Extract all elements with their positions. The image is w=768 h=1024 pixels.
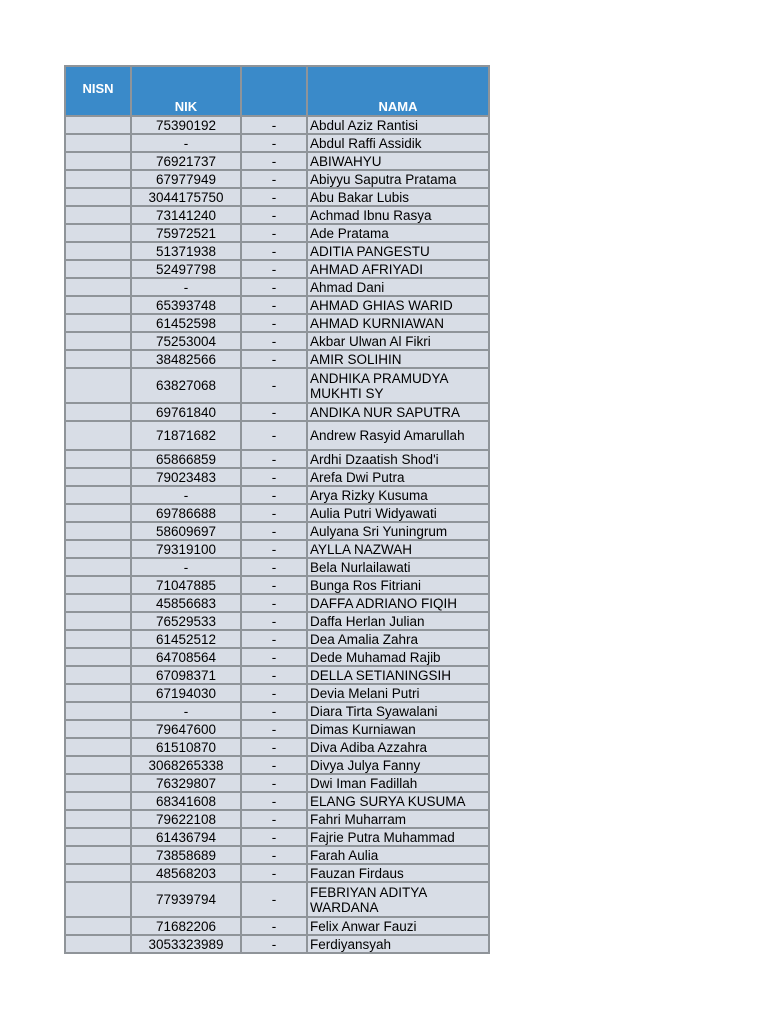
table-row [65, 774, 489, 792]
table-row [65, 666, 489, 684]
cell-nama: Fauzan Firdaus [307, 864, 489, 882]
cell-nisn [65, 576, 131, 594]
table-row [65, 576, 489, 594]
cell-nik: 71047885 [131, 576, 241, 594]
cell-col3: - [241, 774, 307, 792]
table-row [65, 935, 489, 953]
cell-col3: - [241, 630, 307, 648]
cell-nisn [65, 684, 131, 702]
cell-nik: 79647600 [131, 720, 241, 738]
table-row [65, 206, 489, 224]
cell-nisn [65, 152, 131, 170]
table-row [65, 882, 489, 917]
cell-nisn [65, 935, 131, 953]
cell-nik: 52497798 [131, 260, 241, 278]
table-row [65, 350, 489, 368]
table-row [65, 522, 489, 540]
cell-nik: 71871682 [131, 421, 241, 450]
cell-nisn [65, 702, 131, 720]
cell-nama: Abu Bakar Lubis [307, 188, 489, 206]
header-nama: NAMA [307, 66, 489, 116]
cell-nisn [65, 648, 131, 666]
cell-col3: - [241, 684, 307, 702]
cell-col3: - [241, 403, 307, 421]
cell-nama: Diara Tirta Syawalani [307, 702, 489, 720]
cell-col3: - [241, 882, 307, 917]
cell-nik: 63827068 [131, 368, 241, 403]
table-row [65, 756, 489, 774]
cell-nik: - [131, 134, 241, 152]
cell-col3: - [241, 314, 307, 332]
cell-col3: - [241, 935, 307, 953]
cell-nama: Aulia Putri Widyawati [307, 504, 489, 522]
table-row [65, 468, 489, 486]
cell-nisn [65, 350, 131, 368]
cell-nisn [65, 403, 131, 421]
table-row [65, 630, 489, 648]
cell-nama: Aulyana Sri Yuningrum [307, 522, 489, 540]
cell-col3: - [241, 917, 307, 935]
cell-nama: Fahri Muharram [307, 810, 489, 828]
cell-nik: 67098371 [131, 666, 241, 684]
student-table [64, 65, 490, 954]
cell-nama: Ardhi Dzaatish Shod'i [307, 450, 489, 468]
cell-nik: 3068265338 [131, 756, 241, 774]
table-row [65, 720, 489, 738]
cell-nama: Abdul Aziz Rantisi [307, 116, 489, 134]
cell-nik: 61510870 [131, 738, 241, 756]
cell-nisn [65, 468, 131, 486]
cell-nik: 68341608 [131, 792, 241, 810]
cell-nik: 45856683 [131, 594, 241, 612]
cell-nisn [65, 116, 131, 134]
cell-nik: 69786688 [131, 504, 241, 522]
cell-nisn [65, 522, 131, 540]
cell-nama: Ade Pratama [307, 224, 489, 242]
cell-nik: - [131, 486, 241, 504]
table-row [65, 224, 489, 242]
table-row [65, 188, 489, 206]
cell-nama: AHMAD KURNIAWAN [307, 314, 489, 332]
cell-nik: 79319100 [131, 540, 241, 558]
table-row [65, 558, 489, 576]
cell-col3: - [241, 350, 307, 368]
cell-nisn [65, 738, 131, 756]
header-row [65, 66, 489, 116]
cell-nik: 75390192 [131, 116, 241, 134]
cell-nisn [65, 917, 131, 935]
cell-col3: - [241, 864, 307, 882]
cell-col3: - [241, 421, 307, 450]
cell-nama: Dimas Kurniawan [307, 720, 489, 738]
cell-nisn [65, 242, 131, 260]
table-row [65, 810, 489, 828]
cell-nik: 67977949 [131, 170, 241, 188]
cell-nik: 51371938 [131, 242, 241, 260]
cell-col3: - [241, 486, 307, 504]
cell-col3: - [241, 738, 307, 756]
table-row [65, 828, 489, 846]
cell-nama: Farah Aulia [307, 846, 489, 864]
cell-nik: 61452512 [131, 630, 241, 648]
cell-nik: 67194030 [131, 684, 241, 702]
cell-nama: Abiyyu Saputra Pratama [307, 170, 489, 188]
cell-col3: - [241, 558, 307, 576]
cell-nama: Bunga Ros Fitriani [307, 576, 489, 594]
cell-col3: - [241, 170, 307, 188]
cell-nama: AHMAD GHIAS WARID [307, 296, 489, 314]
cell-nik: 69761840 [131, 403, 241, 421]
header-nisn: NISN [65, 66, 131, 116]
cell-nisn [65, 134, 131, 152]
cell-nama: AYLLA NAZWAH [307, 540, 489, 558]
table-row [65, 612, 489, 630]
cell-nik: - [131, 558, 241, 576]
cell-nisn [65, 278, 131, 296]
cell-nik: 65393748 [131, 296, 241, 314]
cell-nisn [65, 558, 131, 576]
table-row [65, 116, 489, 134]
cell-nisn [65, 774, 131, 792]
cell-nisn [65, 828, 131, 846]
cell-col3: - [241, 810, 307, 828]
cell-nik: 75253004 [131, 332, 241, 350]
cell-nik: 65866859 [131, 450, 241, 468]
cell-col3: - [241, 612, 307, 630]
cell-col3: - [241, 224, 307, 242]
cell-nama: Arefa Dwi Putra [307, 468, 489, 486]
cell-nik: 61452598 [131, 314, 241, 332]
cell-col3: - [241, 368, 307, 403]
cell-nik: 73858689 [131, 846, 241, 864]
cell-nisn [65, 846, 131, 864]
cell-nama: Dwi Iman Fadillah [307, 774, 489, 792]
cell-col3: - [241, 828, 307, 846]
cell-col3: - [241, 522, 307, 540]
cell-nik: 71682206 [131, 917, 241, 935]
cell-nik: 73141240 [131, 206, 241, 224]
cell-nik: 3044175750 [131, 188, 241, 206]
cell-col3: - [241, 576, 307, 594]
cell-nama: Achmad Ibnu Rasya [307, 206, 489, 224]
cell-nisn [65, 314, 131, 332]
cell-col3: - [241, 296, 307, 314]
cell-col3: - [241, 188, 307, 206]
cell-nama: ANDIKA NUR SAPUTRA [307, 403, 489, 421]
cell-nisn [65, 594, 131, 612]
cell-nisn [65, 450, 131, 468]
cell-nik: 76529533 [131, 612, 241, 630]
cell-nama: ELANG SURYA KUSUMA [307, 792, 489, 810]
cell-nisn [65, 421, 131, 450]
cell-nama: AHMAD AFRIYADI [307, 260, 489, 278]
cell-nama: DELLA SETIANINGSIH [307, 666, 489, 684]
table-row [65, 738, 489, 756]
table-row [65, 486, 489, 504]
cell-nisn [65, 260, 131, 278]
table-row [65, 152, 489, 170]
table-row [65, 792, 489, 810]
cell-nama: DAFFA ADRIANO FIQIH [307, 594, 489, 612]
cell-nisn [65, 188, 131, 206]
cell-col3: - [241, 450, 307, 468]
cell-nik: - [131, 702, 241, 720]
table-row [65, 403, 489, 421]
cell-nama: Daffa Herlan Julian [307, 612, 489, 630]
cell-nama: Devia Melani Putri [307, 684, 489, 702]
cell-col3: - [241, 792, 307, 810]
cell-nisn [65, 882, 131, 917]
cell-nik: 77939794 [131, 882, 241, 917]
cell-nik: 79023483 [131, 468, 241, 486]
cell-nisn [65, 170, 131, 188]
cell-col3: - [241, 332, 307, 350]
cell-nama: Akbar Ulwan Al Fikri [307, 332, 489, 350]
cell-nisn [65, 756, 131, 774]
cell-nisn [65, 630, 131, 648]
cell-nik: 79622108 [131, 810, 241, 828]
cell-col3: - [241, 540, 307, 558]
table-row [65, 504, 489, 522]
cell-nama: Fajrie Putra Muhammad [307, 828, 489, 846]
cell-nik: 58609697 [131, 522, 241, 540]
cell-nisn [65, 224, 131, 242]
cell-nisn [65, 612, 131, 630]
cell-nama: Arya Rizky Kusuma [307, 486, 489, 504]
cell-nama: ADITIA PANGESTU [307, 242, 489, 260]
table-row [65, 594, 489, 612]
cell-nisn [65, 864, 131, 882]
cell-nama: Ahmad Dani [307, 278, 489, 296]
cell-col3: - [241, 152, 307, 170]
cell-nama: Dea Amalia Zahra [307, 630, 489, 648]
cell-nama: Felix Anwar Fauzi [307, 917, 489, 935]
cell-nisn [65, 368, 131, 403]
cell-nik: 48568203 [131, 864, 241, 882]
cell-col3: - [241, 242, 307, 260]
table-row [65, 540, 489, 558]
header-blank [241, 66, 307, 116]
cell-nama: Dede Muhamad Rajib [307, 648, 489, 666]
cell-col3: - [241, 260, 307, 278]
table-row [65, 917, 489, 935]
table-row [65, 864, 489, 882]
cell-nisn [65, 296, 131, 314]
table-row [65, 278, 489, 296]
table-row [65, 450, 489, 468]
cell-col3: - [241, 504, 307, 522]
cell-col3: - [241, 594, 307, 612]
cell-nama: Andrew Rasyid Amarullah [307, 421, 489, 450]
table-row [65, 421, 489, 450]
cell-nisn [65, 206, 131, 224]
cell-nisn [65, 486, 131, 504]
cell-nisn [65, 540, 131, 558]
cell-nik: 76921737 [131, 152, 241, 170]
cell-nik: 75972521 [131, 224, 241, 242]
table-row [65, 332, 489, 350]
table-row [65, 648, 489, 666]
cell-nisn [65, 666, 131, 684]
cell-nama: Bela Nurlailawati [307, 558, 489, 576]
cell-col3: - [241, 846, 307, 864]
cell-nama: AMIR SOLIHIN [307, 350, 489, 368]
cell-col3: - [241, 206, 307, 224]
cell-col3: - [241, 756, 307, 774]
cell-col3: - [241, 134, 307, 152]
cell-nama: Diva Adiba Azzahra [307, 738, 489, 756]
cell-nisn [65, 720, 131, 738]
cell-nik: 76329807 [131, 774, 241, 792]
cell-nisn [65, 504, 131, 522]
cell-nama: ANDHIKA PRAMUDYA MUKHTI SY [307, 368, 489, 403]
table-row [65, 134, 489, 152]
header-nik: NIK [131, 66, 241, 116]
table-row [65, 242, 489, 260]
cell-nik: 38482566 [131, 350, 241, 368]
cell-nik: 64708564 [131, 648, 241, 666]
cell-col3: - [241, 116, 307, 134]
cell-nama: Divya Julya Fanny [307, 756, 489, 774]
cell-nisn [65, 810, 131, 828]
table-row [65, 368, 489, 403]
cell-col3: - [241, 278, 307, 296]
cell-col3: - [241, 720, 307, 738]
table-row [65, 684, 489, 702]
cell-nik: - [131, 278, 241, 296]
cell-col3: - [241, 648, 307, 666]
cell-nama: Ferdiyansyah [307, 935, 489, 953]
cell-nama: Abdul Raffi Assidik [307, 134, 489, 152]
table-row [65, 702, 489, 720]
table-row [65, 846, 489, 864]
cell-col3: - [241, 702, 307, 720]
table-row [65, 296, 489, 314]
table-row [65, 314, 489, 332]
cell-nisn [65, 792, 131, 810]
table-row [65, 170, 489, 188]
cell-nama: ABIWAHYU [307, 152, 489, 170]
cell-nik: 3053323989 [131, 935, 241, 953]
cell-nisn [65, 332, 131, 350]
table-row [65, 260, 489, 278]
cell-col3: - [241, 666, 307, 684]
cell-nama: FEBRIYAN ADITYA WARDANA [307, 882, 489, 917]
cell-col3: - [241, 468, 307, 486]
cell-nik: 61436794 [131, 828, 241, 846]
